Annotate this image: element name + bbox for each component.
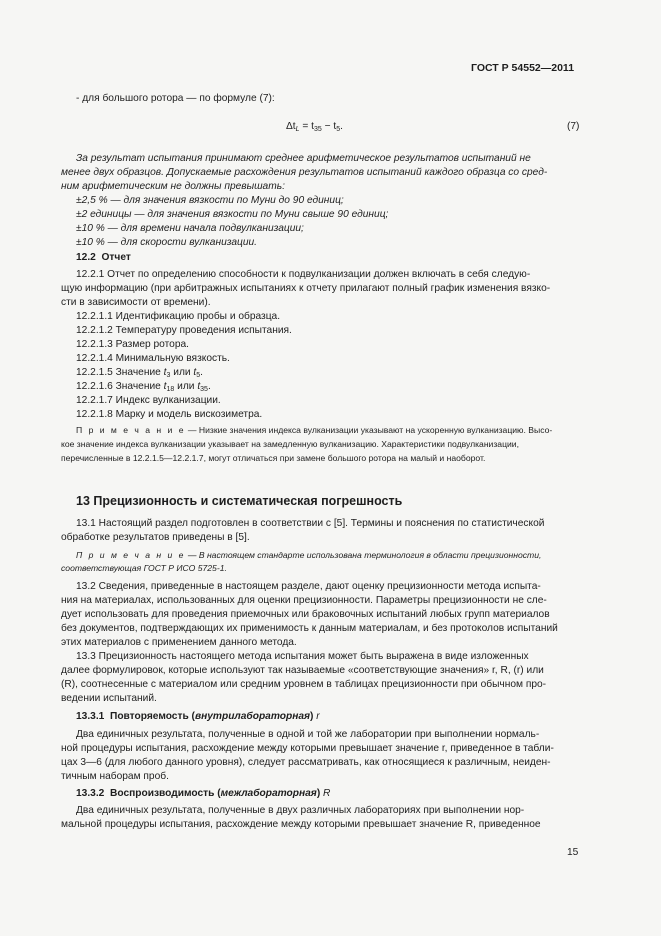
note-line: соответствующая ГОСТ Р ИСО 5725-1. — [61, 563, 227, 573]
list-item: ±2 единицы — для значения вязкости по Муни свыше 90 единиц; — [76, 209, 389, 220]
list-item: 12.2.1.3 Размер ротора. — [76, 339, 189, 350]
text-line: ведении испытаний. — [61, 693, 157, 704]
list-item: 12.2.1.6 Значение $t_{18}$ или $t_{35}$. — [76, 381, 211, 393]
formula-number: (7) — [567, 121, 580, 132]
text-line: без документов, подтверждающих их применимость к данным материалам, и без протоколов испытаний — [61, 623, 558, 634]
text-line: менее двух образцов. Допускаемые расхождения результатов испытаний каждого образца со сред- — [61, 167, 548, 178]
text-line: дует использовать для проведения приемочных или браковочных испытаний любых групп материалов — [61, 609, 550, 620]
text-line: (R), соотнесенные с материалом или средним уровнем в таблицах прецизионности при обычном про- — [61, 679, 547, 690]
text-line: Два единичных результата, полученные в двух различных лабораториях при выполнении нор- — [76, 805, 525, 816]
note-line: П р и м е ч а н и е — В настоящем стандарте использована терминология в области прецизионности, — [76, 550, 542, 560]
text-line: ним арифметическим не должны превышать: — [61, 181, 285, 192]
text-line: сти в зависимости от времени). — [61, 297, 211, 308]
section-13-heading: 13 Прецизионность и систематическая погрешность — [76, 494, 403, 508]
text-line: 12.2.1 Отчет по определению способности к подвулканизации должен включать в себя следую- — [76, 269, 531, 280]
text-line: За результат испытания принимают среднее арифметическое результатов испытаний не — [76, 153, 531, 164]
note-line: перечисленные в 12.2.1.5—12.2.1.7, могут отличаться при замене большого ротора на малый и наоборот. — [61, 453, 486, 463]
text-line: мальной процедуры испытания, расхождение между которыми превышает значение R, приведенное — [61, 819, 541, 830]
text-line: тичным наборам проб. — [61, 771, 169, 782]
section-12-2-heading: 12.2 Отчет — [76, 252, 131, 263]
text-line: 13.3 Прецизионность настоящего метода испытания может быть выражена в виде изложенных — [76, 651, 529, 662]
standard-header: ГОСТ Р 54552—2011 — [471, 62, 575, 74]
text-line: 13.2 Сведения, приведенные в настоящем разделе, дают оценку прецизионности метода испыта- — [76, 581, 541, 592]
note-label: П р и м е ч а н и е — [76, 550, 186, 560]
page-number: 15 — [567, 847, 579, 858]
list-item: ±10 % — для времени начала подвулканизации; — [76, 223, 304, 234]
list-item: 12.2.1.8 Марку и модель вискозиметра. — [76, 409, 263, 420]
text-line: щую информацию (при арбитражных испытаниях к отчету прилагают полный график изменения вязко- — [61, 283, 551, 294]
text-line: ной процедуры испытания, расхождение между которыми превышает значение r, приведенное в табли- — [61, 743, 554, 754]
section-13-3-1-heading: 13.3.1 Повторяемость (внутрилабораторная) r — [76, 711, 320, 722]
text-line: далее формулировок, которые используют так называемые «соответствующие значения» r, R, (r) или — [61, 665, 544, 676]
list-item: 12.2.1.2 Температуру проведения испытания. — [76, 325, 292, 336]
section-13-3-2-heading: 13.3.2 Воспроизводимость (межлабораторная) R — [76, 788, 331, 799]
list-item: ±2,5 % — для значения вязкости по Муни до 90 единиц; — [76, 195, 344, 206]
list-item: ±10 % — для скорости вулканизации. — [76, 237, 258, 248]
note-line: кое значение индекса вулканизации указывает на замедленную вулканизацию. Характеристики подвулканизации, — [61, 439, 519, 449]
formula-7: $\Delta t_L = t_{35} - t_5$. — [286, 121, 343, 133]
text-line: цах 3—6 (для любого данного уровня), следует рассматривать, как относящиеся к различным, неиден- — [61, 757, 551, 768]
note-line: П р и м е ч а н и е — Низкие значения индекса вулканизации указывают на ускоренную вулканизацию. Высо- — [76, 425, 553, 435]
list-item: 12.2.1.7 Индекс вулканизации. — [76, 395, 221, 406]
note-label: П р и м е ч а н и е — [76, 425, 186, 435]
text-line: ния на материалах, использованных для оценки прецизионности. Параметры прецизионности не сле- — [61, 595, 547, 606]
large-rotor-line: - для большого ротора — по формуле (7): — [76, 93, 275, 104]
text-line: обработке результатов приведены в [5]. — [61, 532, 250, 543]
text-line: Два единичных результата, полученные в одной и той же лаборатории при выполнении нормаль- — [76, 729, 540, 740]
list-item: 12.2.1.4 Минимальную вязкость. — [76, 353, 230, 364]
list-item: 12.2.1.5 Значение $t_3$ или $t_5$. — [76, 367, 204, 379]
list-item: 12.2.1.1 Идентификацию пробы и образца. — [76, 311, 281, 322]
text-line: этих материалов с применением данного метода. — [61, 637, 297, 648]
text-line: 13.1 Настоящий раздел подготовлен в соответствии с [5]. Термины и пояснения по статистической — [76, 518, 545, 529]
